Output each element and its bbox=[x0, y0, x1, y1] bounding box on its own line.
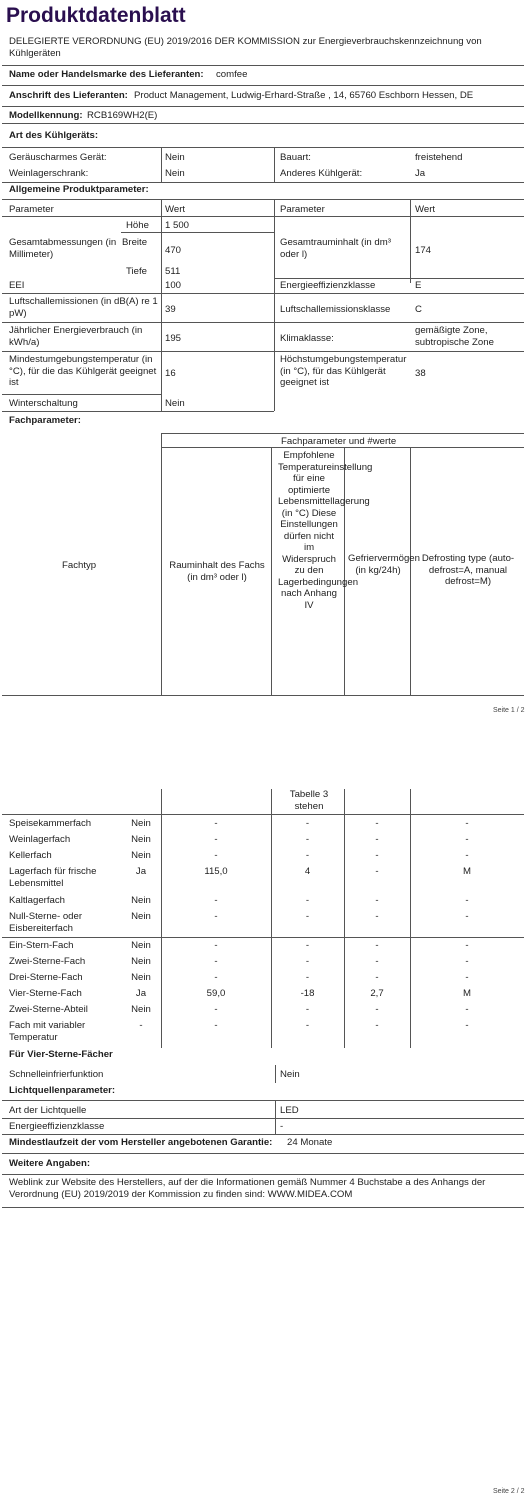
page-number-2: Seite 2 / 2 bbox=[493, 1488, 525, 1495]
compartment-defrost: M bbox=[463, 988, 471, 999]
light-type-value: LED bbox=[280, 1105, 299, 1116]
compartment-present: Nein bbox=[131, 834, 151, 845]
compartment-temp: - bbox=[305, 972, 310, 983]
volume-value: 174 bbox=[415, 245, 432, 256]
compartment-temp: - bbox=[305, 834, 310, 845]
climate-value: gemäßigte Zone, subtropische Zone bbox=[415, 325, 494, 348]
width-label: Breite bbox=[122, 237, 148, 248]
col-freeze-header: Gefriervermögen (in kg/24h) bbox=[348, 553, 420, 576]
col-volume-header: Rauminhalt des Fachs (in dm³ oder l) bbox=[169, 560, 265, 583]
value-header-left: Wert bbox=[165, 204, 186, 215]
compartment-volume: 59,0 bbox=[206, 988, 226, 999]
further-info-text: Weblink zur Website des Herstellers, auf der die Informationen gemäß Nummer 4 Buchstabe a des Anhangs der Verordnung (EU) 2019/2019 der Kommission zu finden sind: WWW.MIDEA.COM bbox=[9, 1177, 486, 1200]
compartment-freeze: - bbox=[375, 1004, 379, 1015]
climate-label: Klimaklasse: bbox=[280, 333, 334, 344]
param-header-right: Parameter bbox=[280, 204, 325, 215]
compartment-defrost: - bbox=[465, 1004, 469, 1015]
compartment-name: Null-Sterne- oder Eisbereiterfach bbox=[9, 911, 83, 934]
compartment-name: Ein-Stern-Fach bbox=[9, 940, 74, 951]
noise-class-value: C bbox=[415, 304, 422, 315]
compartment-temp: - bbox=[305, 911, 310, 922]
compartment-present: Nein bbox=[131, 895, 151, 906]
height-label: Höhe bbox=[126, 220, 149, 231]
compartment-name: Drei-Sterne-Fach bbox=[9, 972, 83, 983]
wine-value: Nein bbox=[165, 168, 185, 179]
appliance-type-heading: Art des Kühlgeräts: bbox=[9, 130, 99, 141]
compartment-name: Zwei-Sterne-Abteil bbox=[9, 1004, 88, 1015]
other-appliance-value: Ja bbox=[415, 168, 426, 179]
compartment-defrost: - bbox=[465, 895, 469, 906]
compartment-volume: - bbox=[214, 940, 218, 951]
compartment-heading: Fachparameter: bbox=[9, 415, 81, 426]
other-appliance-label: Anderes Kühlgerät: bbox=[280, 168, 363, 179]
compartment-volume: 115,0 bbox=[204, 866, 228, 877]
low-noise-label: Geräuscharmes Gerät: bbox=[9, 152, 107, 163]
col-temp-header: Empfohlene Temperatureinstellung für eine optimierte Lebensmittellagerung (in °C) Diese Einstellungen dürfen nicht im Widerspruch zu den Lagerbedingungen nach Anhang IV bbox=[278, 450, 373, 611]
compartment-defrost: - bbox=[465, 911, 469, 922]
compartment-freeze: - bbox=[375, 866, 379, 877]
dimensions-label: Gesamtabmessungen (in Millimeter) bbox=[9, 237, 117, 260]
max-temp-label: Höchstumgebungstemperatur (in °C), für das Kühlgerät geeignet ist bbox=[280, 354, 407, 388]
compartment-defrost: - bbox=[465, 834, 469, 845]
compartment-volume: - bbox=[214, 911, 218, 922]
warranty-value: 24 Monate bbox=[287, 1137, 333, 1148]
compartment-temp: - bbox=[305, 895, 310, 906]
supplier-name-value: comfee bbox=[216, 69, 248, 80]
light-heading: Lichtquellenparameter: bbox=[9, 1085, 116, 1096]
compartment-freeze: - bbox=[375, 956, 379, 967]
height-value: 1 500 bbox=[165, 220, 190, 231]
compartment-temp: - bbox=[305, 1004, 310, 1015]
compartment-present: Nein bbox=[131, 911, 151, 922]
warranty-label: Mindestlaufzeit der vom Hersteller angebotenen Garantie: bbox=[9, 1137, 273, 1148]
compartment-temp: - bbox=[305, 1020, 310, 1031]
param-header-left: Parameter bbox=[9, 204, 54, 215]
compartment-defrost: - bbox=[465, 850, 469, 861]
compartment-defrost: - bbox=[465, 972, 469, 983]
col-fachtyp-header: Fachtyp bbox=[62, 560, 97, 571]
page-title: Produktdatenblatt bbox=[6, 4, 186, 27]
noise-label: Luftschallemissionen (in dB(A) re 1 pW) bbox=[9, 296, 158, 319]
compartment-defrost: M bbox=[463, 866, 471, 877]
compartment-temp: - bbox=[305, 850, 310, 861]
design-label: Bauart: bbox=[280, 152, 311, 163]
design-value: freistehend bbox=[415, 152, 463, 163]
energy-class-label: Energieeffizienzklasse bbox=[280, 280, 376, 291]
min-temp-label: Mindestumgebungstemperatur (in °C), für die das Kühlgerät geeignet ist bbox=[9, 354, 157, 388]
compartment-present: Nein bbox=[131, 1004, 151, 1015]
width-value: 470 bbox=[165, 245, 182, 256]
depth-label: Tiefe bbox=[126, 266, 147, 277]
further-info-heading: Weitere Angaben: bbox=[9, 1158, 91, 1169]
compartment-present: - bbox=[139, 1020, 143, 1031]
value-header-right: Wert bbox=[415, 204, 436, 215]
compartment-present: Nein bbox=[131, 972, 151, 983]
low-noise-value: Nein bbox=[165, 152, 185, 163]
compartment-temp: 4 bbox=[304, 866, 311, 877]
compartment-name: Kellerfach bbox=[9, 850, 52, 861]
col-temp-header-cont: Tabelle 3 stehen bbox=[289, 789, 329, 812]
volume-label: Gesamtrauminhalt (in dm³ oder l) bbox=[280, 237, 391, 260]
winter-value: Nein bbox=[165, 398, 185, 409]
compartment-defrost: - bbox=[465, 1020, 469, 1031]
compartment-freeze: - bbox=[375, 850, 379, 861]
fast-freeze-label: Schnelleinfrierfunktion bbox=[9, 1069, 104, 1080]
depth-value: 511 bbox=[165, 266, 181, 277]
light-class-label: Energieeffizienzklasse bbox=[9, 1121, 105, 1132]
max-temp-value: 38 bbox=[415, 368, 426, 379]
supplier-name-label: Name oder Handelsmarke des Lieferanten: bbox=[9, 69, 204, 80]
compartment-freeze: - bbox=[375, 834, 379, 845]
four-star-heading: Für Vier-Sterne-Fächer bbox=[9, 1049, 113, 1060]
compartment-name: Speisekammerfach bbox=[9, 818, 92, 829]
energy-consumption-value: 195 bbox=[165, 333, 182, 344]
eei-value: 100 bbox=[165, 280, 182, 291]
general-params-heading: Allgemeine Produktparameter: bbox=[9, 184, 149, 195]
compartment-temp: -18 bbox=[300, 988, 315, 999]
compartment-freeze: 2,7 bbox=[370, 988, 384, 999]
compartment-freeze: - bbox=[375, 895, 379, 906]
fast-freeze-value: Nein bbox=[280, 1069, 300, 1080]
compartment-freeze: - bbox=[375, 972, 379, 983]
energy-consumption-label: Jährlicher Energieverbrauch (in kWh/a) bbox=[9, 325, 143, 348]
light-type-label: Art der Lichtquelle bbox=[9, 1105, 87, 1116]
col-defrost-header: Defrosting type (auto-defrost=A, manual defrost=M) bbox=[421, 553, 515, 587]
model-value: RCB169WH2(E) bbox=[87, 110, 158, 121]
supplier-address-value: Product Management, Ludwig-Erhard-Straße , 14, 65760 Eschborn Hessen, DE bbox=[134, 90, 474, 101]
compartment-temp: - bbox=[305, 956, 310, 967]
compartment-present: Ja bbox=[135, 866, 147, 877]
energy-class-value: E bbox=[415, 280, 422, 291]
compartment-present: Nein bbox=[131, 956, 151, 967]
compartment-name: Zwei-Sterne-Fach bbox=[9, 956, 86, 967]
compartment-volume: - bbox=[214, 1020, 218, 1031]
compartment-temp: - bbox=[305, 940, 310, 951]
noise-value: 39 bbox=[165, 304, 176, 315]
compartment-present: Nein bbox=[131, 940, 151, 951]
compartment-present: Nein bbox=[131, 850, 151, 861]
compartment-temp: - bbox=[305, 818, 310, 829]
compartment-freeze: - bbox=[375, 940, 379, 951]
compartment-name: Lagerfach für frische Lebensmittel bbox=[9, 866, 97, 889]
compartment-group-header: Fachparameter und #werte bbox=[281, 436, 397, 447]
compartment-volume: - bbox=[214, 895, 218, 906]
page-number-1: Seite 1 / 2 bbox=[493, 707, 525, 714]
compartment-volume: - bbox=[214, 972, 218, 983]
min-temp-value: 16 bbox=[165, 368, 176, 379]
compartment-name: Fach mit variabler Temperatur bbox=[9, 1020, 86, 1043]
supplier-address-label: Anschrift des Lieferanten: bbox=[9, 90, 128, 101]
compartment-present: Ja bbox=[135, 988, 147, 999]
regulation-text: DELEGIERTE VERORDNUNG (EU) 2019/2016 DER KOMMISSION zur Energieverbrauchskennzeichnung von Kühlgeräten bbox=[9, 36, 482, 59]
compartment-freeze: - bbox=[375, 1020, 379, 1031]
compartment-volume: - bbox=[214, 956, 218, 967]
compartment-defrost: - bbox=[465, 956, 469, 967]
compartment-volume: - bbox=[214, 834, 218, 845]
compartment-name: Kaltlagerfach bbox=[9, 895, 65, 906]
compartment-name: Vier-Sterne-Fach bbox=[9, 988, 82, 999]
winter-label: Winterschaltung bbox=[9, 398, 78, 409]
compartment-name: Weinlagerfach bbox=[9, 834, 71, 845]
compartment-volume: - bbox=[214, 1004, 218, 1015]
compartment-defrost: - bbox=[465, 940, 469, 951]
model-label: Modellkennung: bbox=[9, 110, 83, 121]
compartment-freeze: - bbox=[375, 818, 379, 829]
compartment-freeze: - bbox=[375, 911, 379, 922]
light-class-value: - bbox=[280, 1121, 284, 1132]
compartment-defrost: - bbox=[465, 818, 469, 829]
eei-label: EEI bbox=[9, 280, 25, 291]
compartment-volume: - bbox=[214, 818, 218, 829]
compartment-present: Nein bbox=[131, 818, 151, 829]
compartment-volume: - bbox=[214, 850, 218, 861]
noise-class-label: Luftschallemissionsklasse bbox=[280, 304, 391, 315]
wine-label: Weinlagerschrank: bbox=[9, 168, 89, 179]
